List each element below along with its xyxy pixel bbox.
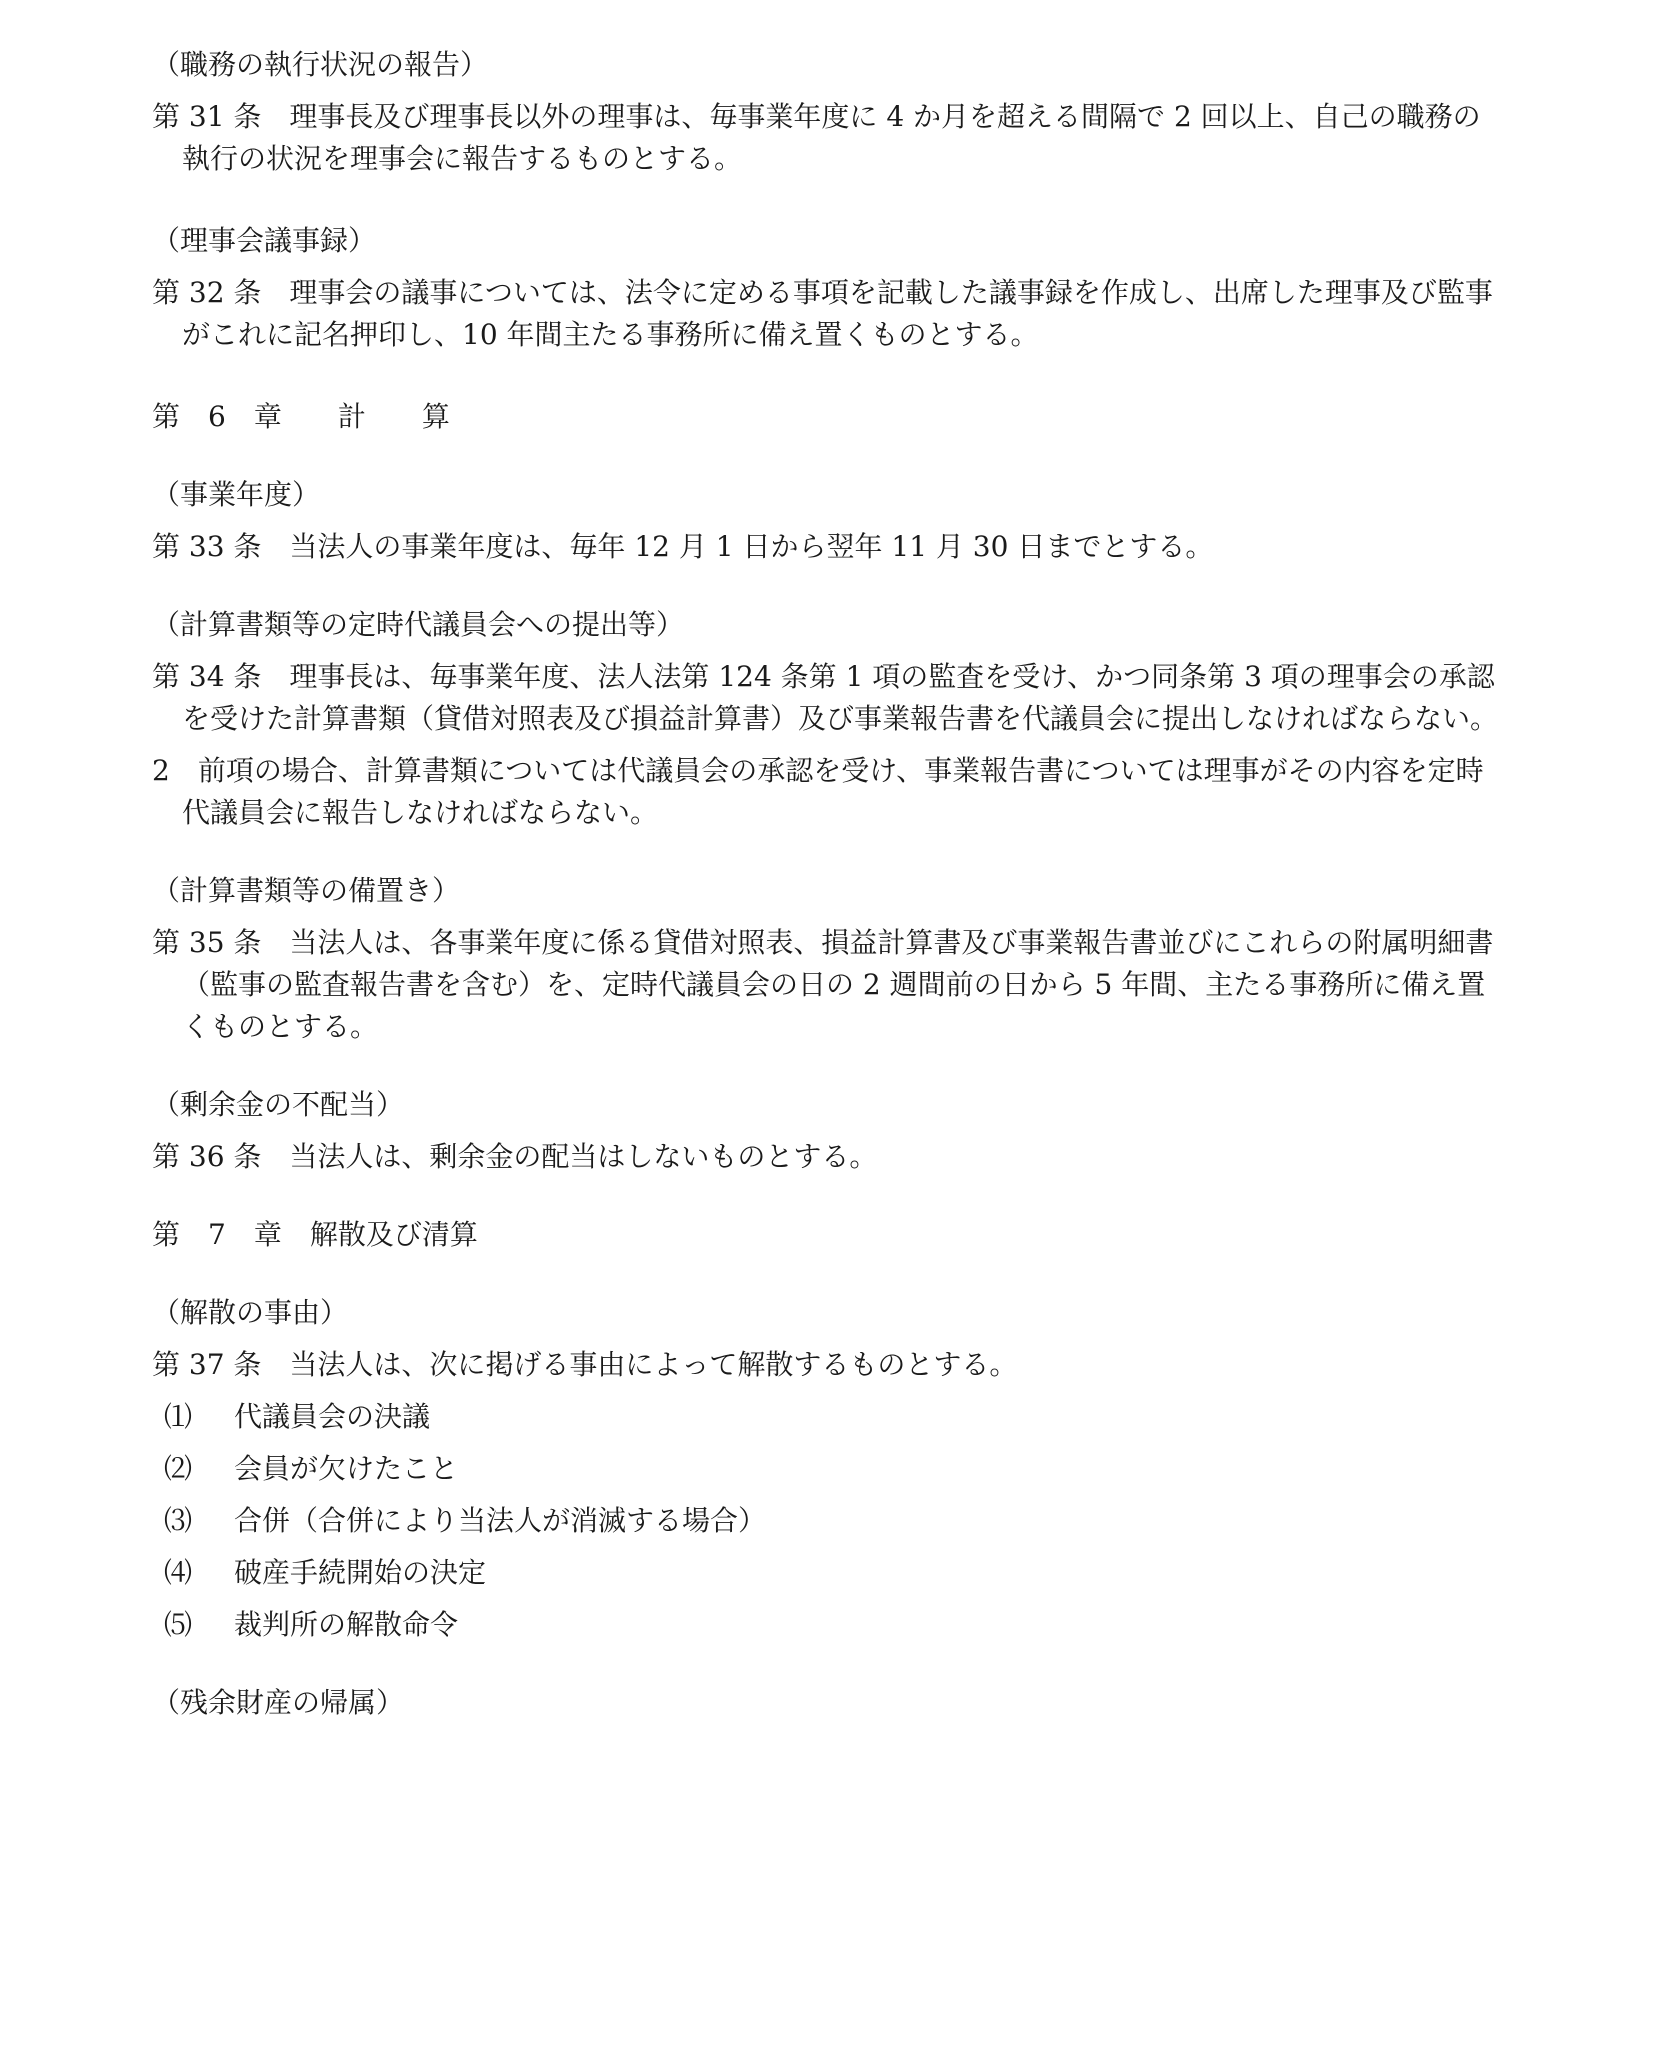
list-item bbox=[152, 1448, 1502, 1490]
article-33: 第 33 条 当法人の事業年度は、毎年 12 月 1 日から翌年 11 月 30 日までとする。 bbox=[152, 530, 1214, 563]
list-item bbox=[152, 1396, 1502, 1438]
item-text: 会員が欠けたこと bbox=[234, 1452, 459, 1485]
section-heading-31: （職務の執行状況の報告） bbox=[152, 48, 489, 81]
article-34-paragraph-2: 2 前項の場合、計算書類については代議員会の承認を受け、事業報告書については理事がその内容を定時代議員会に報告しなければならない。 bbox=[152, 754, 1484, 829]
article-36: 第 36 条 当法人は、剰余金の配当はしないものとする。 bbox=[152, 1140, 878, 1173]
item-number: ⑵ bbox=[164, 1452, 193, 1485]
section-heading-34: （計算書類等の定時代議員会への提出等） bbox=[152, 608, 685, 641]
section-heading-37: （解散の事由） bbox=[152, 1296, 349, 1329]
article-34: 第 34 条 理事長は、毎事業年度、法人法第 124 条第 1 項の監査を受け、かつ同条第 3 項の理事会の承認を受けた計算書類（貸借対照表及び損益計算書）及び事業報告書を代議員会に提出しなければならない。 bbox=[152, 660, 1499, 735]
section-heading-35: （計算書類等の備置き） bbox=[152, 874, 461, 907]
item-number: ⑸ bbox=[164, 1608, 193, 1641]
chapter-6-title: 第 6 章 計 算 bbox=[152, 400, 450, 433]
item-text: 破産手続開始の決定 bbox=[234, 1556, 487, 1589]
article-35: 第 35 条 当法人は、各事業年度に係る貸借対照表、損益計算書及び事業報告書並びにこれらの附属明細書（監事の監査報告書を含む）を、定時代議員会の日の 2 週間前の日から 5 年間、主たる事務所に備え置くものとする。 bbox=[152, 926, 1494, 1043]
item-text: 代議員会の決議 bbox=[234, 1400, 431, 1433]
item-number: ⑶ bbox=[164, 1504, 193, 1537]
document-page bbox=[152, 44, 1502, 1724]
section-heading-36: （剰余金の不配当） bbox=[152, 1088, 405, 1121]
article-37: 第 37 条 当法人は、次に掲げる事由によって解散するものとする。 bbox=[152, 1348, 1018, 1381]
item-text: 合併（合併により当法人が消滅する場合） bbox=[234, 1504, 767, 1537]
section-heading-32: （理事会議事録） bbox=[152, 224, 377, 257]
section-heading-38: （残余財産の帰属） bbox=[152, 1686, 405, 1719]
list-item bbox=[152, 1552, 1502, 1594]
article-31: 第 31 条 理事長及び理事長以外の理事は、毎事業年度に 4 か月を超える間隔で 2 回以上、自己の職務の執行の状況を理事会に報告するものとする。 bbox=[152, 100, 1481, 175]
chapter-7-title: 第 7 章 解散及び清算 bbox=[152, 1218, 478, 1251]
list-item bbox=[152, 1500, 1502, 1542]
article-32: 第 32 条 理事会の議事については、法令に定める事項を記載した議事録を作成し、出席した理事及び監事がこれに記名押印し、10 年間主たる事務所に備え置くものとする。 bbox=[152, 276, 1493, 351]
item-text: 裁判所の解散命令 bbox=[234, 1608, 459, 1641]
item-number: ⑷ bbox=[164, 1556, 193, 1589]
section-heading-33: （事業年度） bbox=[152, 478, 321, 511]
item-number: ⑴ bbox=[164, 1400, 193, 1433]
list-item bbox=[152, 1604, 1502, 1646]
